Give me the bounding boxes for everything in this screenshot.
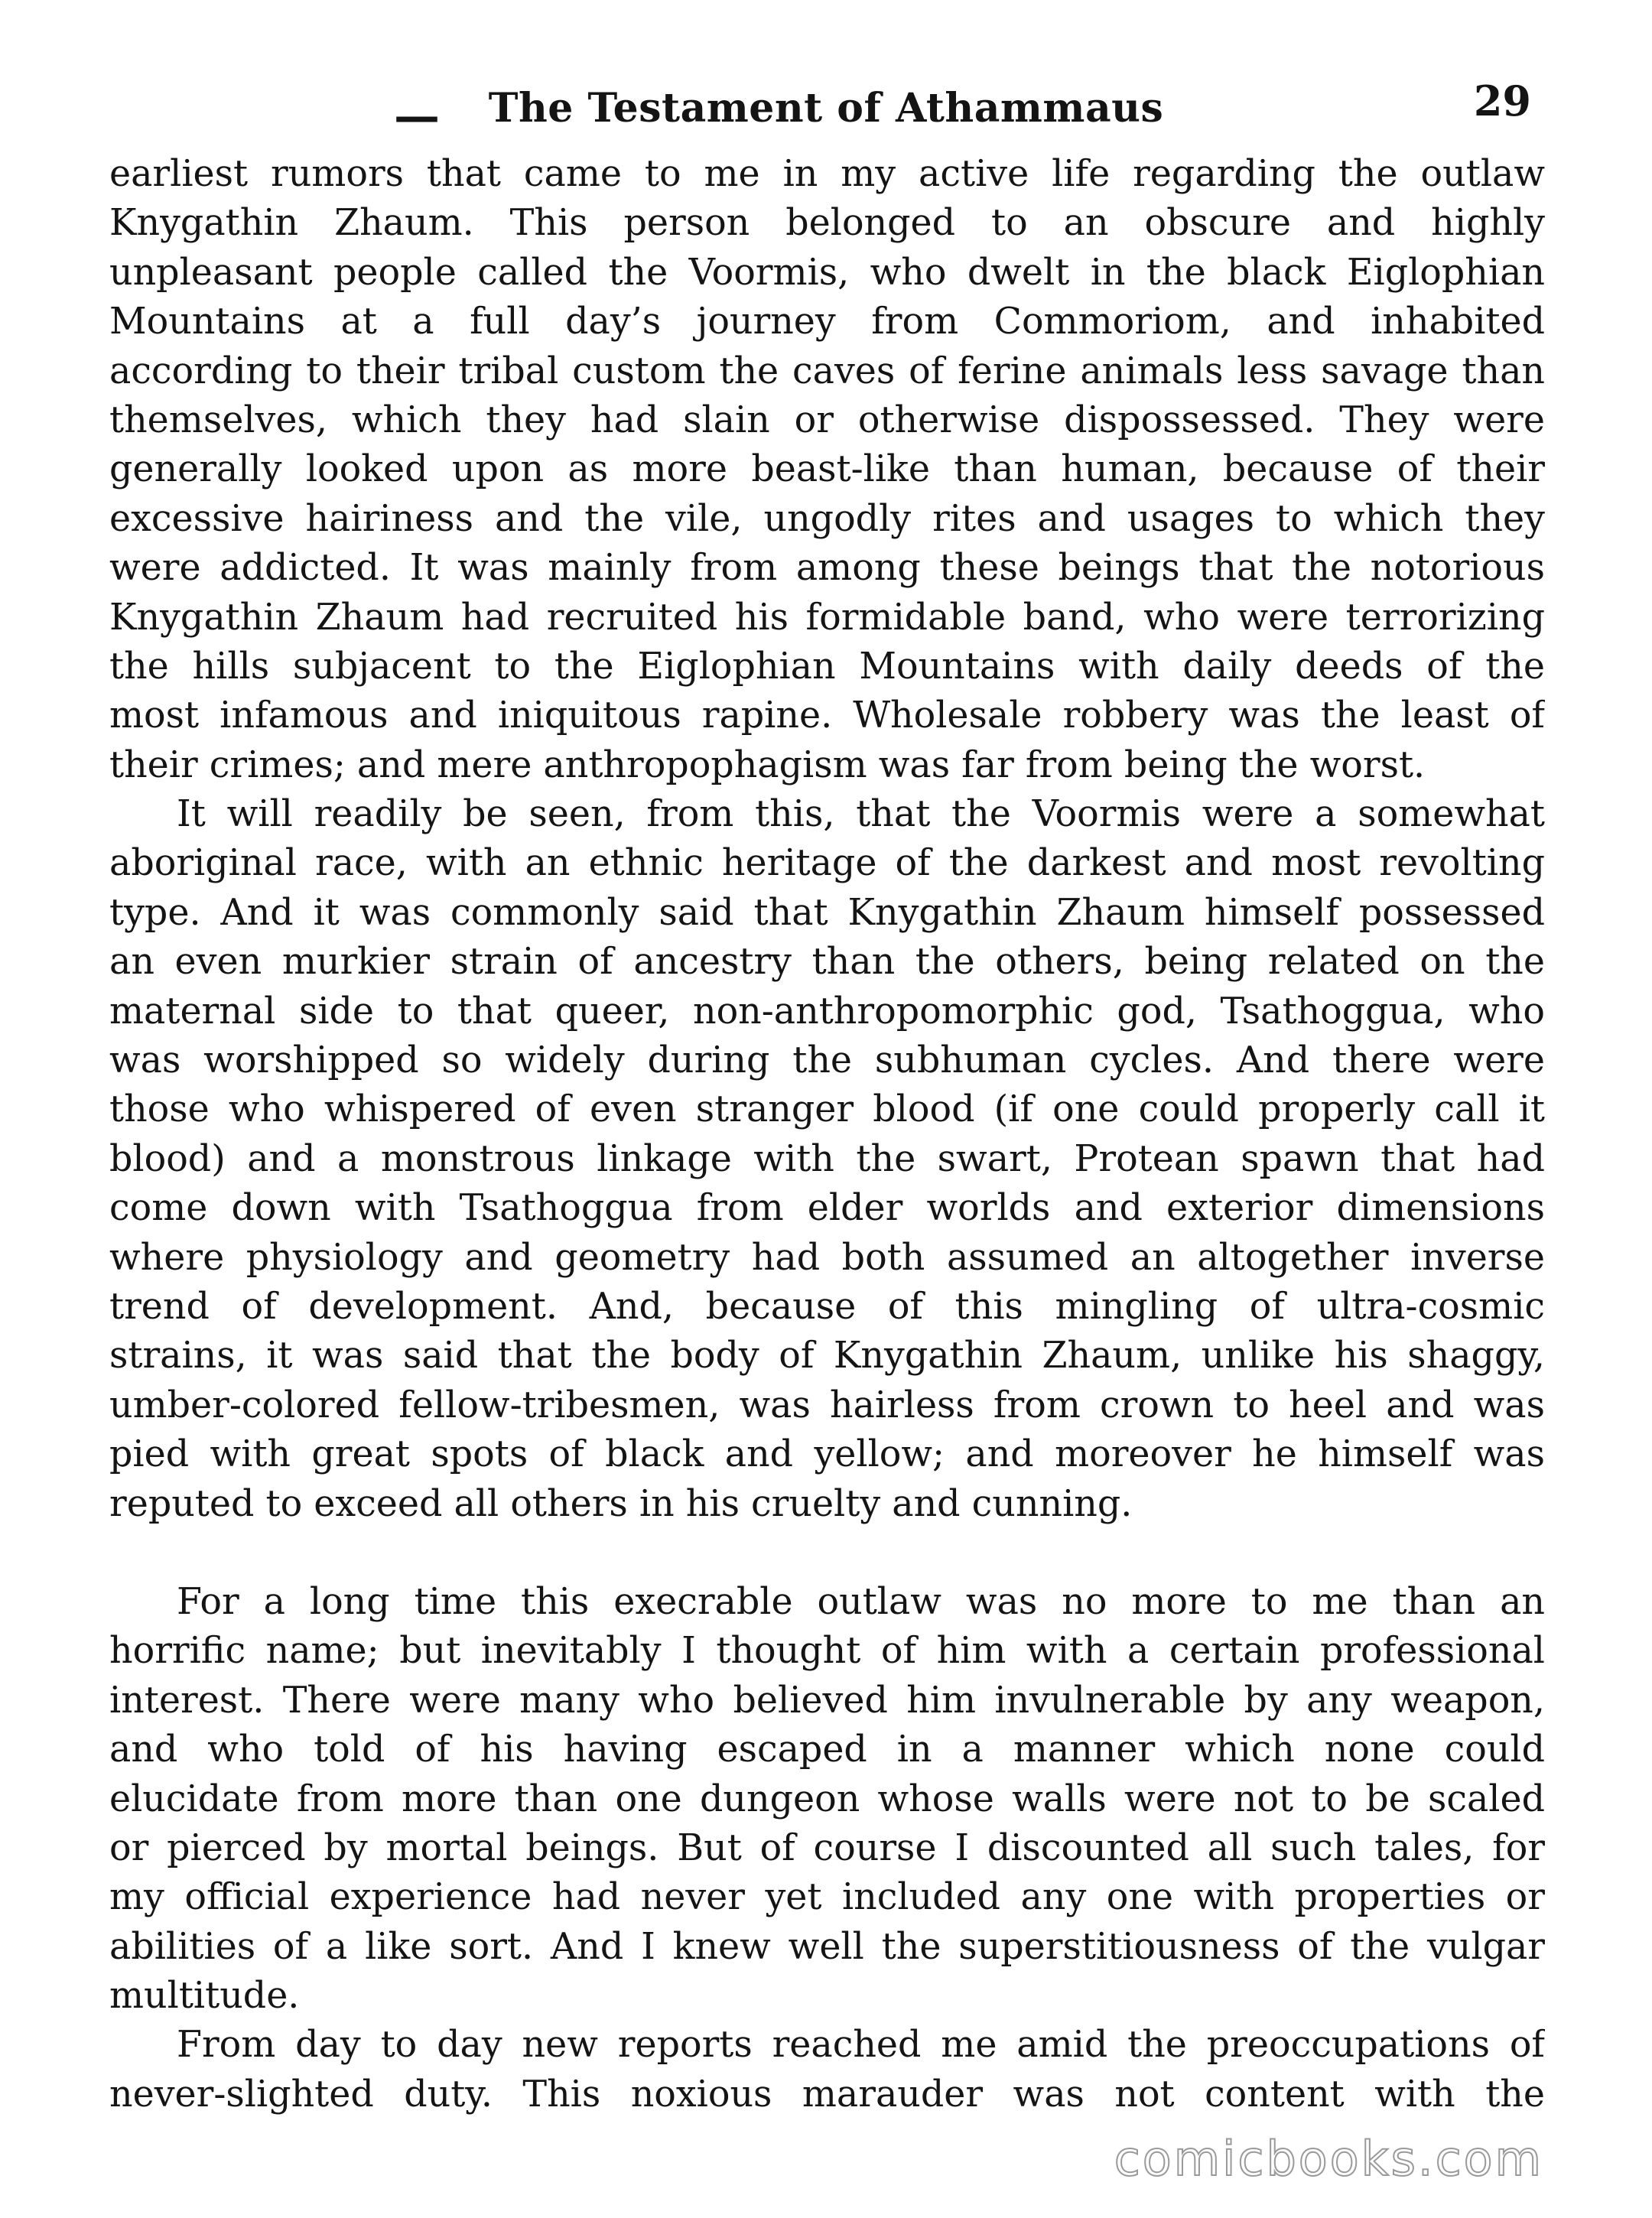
paragraph: [109, 150, 1545, 790]
text-line: aboriginal race, with an ethnic heritage of the darkest and most revolting: [109, 842, 1545, 885]
running-head: The Testament of Athammaus: [488, 85, 1164, 132]
text-line: those who whispered of even stranger blood (if one could properly call it: [109, 1088, 1545, 1131]
text-line: elucidate from more than one dungeon whose walls were not to be scaled: [109, 1777, 1545, 1820]
text-line: strains, it was said that the body of Knygathin Zhaum, unlike his shaggy,: [109, 1335, 1545, 1377]
text-line: multitude.: [109, 1975, 300, 2018]
text-line: Knygathin Zhaum had recruited his formidable band, who were terrorizing: [109, 596, 1545, 639]
paragraph-gap: [109, 1529, 1545, 1578]
text-line: themselves, which they had slain or otherwise dispossessed. They were: [109, 398, 1545, 441]
text-line: and who told of his having escaped in a manner which none could: [109, 1729, 1545, 1771]
text-line: never-slighted duty. This noxious marauder was not content with the: [109, 2073, 1545, 2116]
text-line: an even murkier strain of ancestry than the others, being related on the: [109, 941, 1545, 984]
text-line: according to their tribal custom the caves of ferine animals less savage than: [109, 350, 1545, 392]
watermark-logo: comicbooks.com: [1114, 2131, 1543, 2187]
body-text: [109, 150, 1545, 2119]
paragraph: [109, 1578, 1545, 2021]
page-header: [107, 76, 1545, 143]
text-line: my official experience had never yet included any one with properties or: [109, 1876, 1545, 1919]
text-line: excessive hairiness and the vile, ungodly rites and usages to which they: [109, 497, 1545, 540]
paragraph: [109, 790, 1545, 1529]
text-line: unpleasant people called the Voormis, who dwelt in the black Eiglophian: [109, 251, 1545, 294]
text-line: the hills subjacent to the Eiglophian Mountains with daily deeds of the: [109, 645, 1545, 688]
text-line: come down with Tsathoggua from elder worlds and exterior dimensions: [109, 1187, 1545, 1230]
text-line: It will readily be seen, from this, that the Voormis were a somewhat: [177, 793, 1545, 836]
text-line: For a long time this execrable outlaw was no more to me than an: [177, 1580, 1545, 1623]
text-line: horrific name; but inevitably I thought of him with a certain professional: [109, 1630, 1545, 1673]
text-line: Knygathin Zhaum. This person belonged to an obscure and highly: [109, 202, 1545, 245]
text-line: trend of development. And, because of this mingling of ultra-cosmic: [109, 1285, 1545, 1328]
text-line: or pierced by mortal beings. But of course I discounted all such tales, for: [109, 1826, 1545, 1869]
text-line: earliest rumors that came to me in my active life regarding the outlaw: [109, 153, 1545, 195]
header-dash: —: [394, 89, 440, 143]
text-line: interest. There were many who believed him invulnerable by any weapon,: [109, 1679, 1545, 1722]
text-line: most infamous and iniquitous rapine. Wholesale robbery was the least of: [109, 694, 1545, 737]
text-line: were addicted. It was mainly from among these beings that the notorious: [109, 547, 1545, 590]
text-line: maternal side to that queer, non-anthropomorphic god, Tsathoggua, who: [109, 990, 1545, 1033]
text-line: pied with great spots of black and yellow; and moreover he himself was: [109, 1433, 1545, 1476]
text-line: reputed to exceed all others in his cruelty and cunning.: [109, 1482, 1133, 1525]
text-line: Mountains at a full day’s journey from Commoriom, and inhabited: [109, 301, 1545, 343]
text-line: abilities of a like sort. And I knew well the superstitiousness of the vulgar: [109, 1925, 1545, 1968]
text-line: From day to day new reports reached me amid the preoccupations of: [177, 2024, 1545, 2067]
page-number: 29: [1473, 76, 1531, 125]
text-line: where physiology and geometry had both assumed an altogether inverse: [109, 1236, 1545, 1279]
text-line: type. And it was commonly said that Knygathin Zhaum himself possessed: [109, 891, 1545, 934]
text-line: generally looked upon as more beast-like than human, because of their: [109, 448, 1545, 491]
text-line: umber-colored fellow-tribesmen, was hairless from crown to heel and was: [109, 1384, 1545, 1426]
text-line: their crimes; and mere anthropophagism was far from being the worst.: [109, 743, 1426, 786]
text-line: was worshipped so widely during the subhuman cycles. And there were: [109, 1039, 1545, 1082]
paragraph: [109, 2021, 1545, 2119]
text-line: blood) and a monstrous linkage with the swart, Protean spawn that had: [109, 1137, 1545, 1180]
